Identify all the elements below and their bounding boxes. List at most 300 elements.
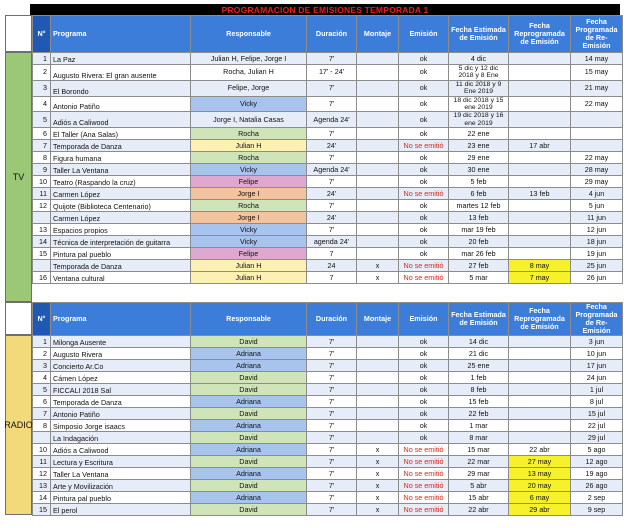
cell-duration[interactable]: 7' xyxy=(307,200,357,212)
cell-montaje[interactable] xyxy=(357,432,399,444)
cell-program[interactable]: Carmen López xyxy=(51,212,191,224)
cell-program[interactable]: Pintura pal pueblo xyxy=(51,248,191,260)
cell-num[interactable]: 13 xyxy=(33,224,51,236)
cell-estimated-date[interactable]: 15 abr xyxy=(449,492,509,504)
cell-program[interactable]: Simposio Jorge isaacs xyxy=(51,420,191,432)
cell-estimated-date[interactable]: 27 feb xyxy=(449,260,509,272)
cell-emission[interactable]: ok xyxy=(399,372,449,384)
cell-duration[interactable]: 7' xyxy=(307,360,357,372)
cell-duration[interactable]: 7' xyxy=(307,468,357,480)
cell-montaje[interactable]: x xyxy=(357,468,399,480)
cell-emission[interactable]: ok xyxy=(399,384,449,396)
cell-num[interactable]: 8 xyxy=(33,152,51,164)
cell-responsible[interactable]: Vicky xyxy=(191,236,307,248)
cell-emission[interactable]: ok xyxy=(399,53,449,65)
cell-estimated-date[interactable]: mar 26 feb xyxy=(449,248,509,260)
cell-emission[interactable]: ok xyxy=(399,176,449,188)
cell-emission[interactable]: ok xyxy=(399,112,449,128)
cell-reemission-date[interactable]: 5 ago xyxy=(571,444,623,456)
cell-estimated-date[interactable]: 8 feb xyxy=(449,384,509,396)
cell-reemission-date[interactable]: 15 jul xyxy=(571,408,623,420)
cell-estimated-date[interactable]: 1 mar xyxy=(449,420,509,432)
cell-estimated-date[interactable]: 8 mar xyxy=(449,432,509,444)
cell-responsible[interactable]: David xyxy=(191,384,307,396)
cell-reemission-date[interactable]: 2 sep xyxy=(571,492,623,504)
cell-montaje[interactable] xyxy=(357,152,399,164)
cell-num[interactable]: 15 xyxy=(33,504,51,516)
cell-emission[interactable]: ok xyxy=(399,432,449,444)
cell-estimated-date[interactable]: 18 dic 2018 y 15 ene 2019 xyxy=(449,96,509,112)
cell-montaje[interactable]: x xyxy=(357,456,399,468)
cell-rescheduled-date[interactable] xyxy=(509,372,571,384)
cell-program[interactable]: Teatro (Raspando la cruz) xyxy=(51,176,191,188)
cell-program[interactable]: Concierto Ar.Co xyxy=(51,360,191,372)
cell-program[interactable]: Quijote (Biblioteca Centenario) xyxy=(51,200,191,212)
cell-rescheduled-date[interactable]: 17 abr xyxy=(509,140,571,152)
cell-duration[interactable]: 7' xyxy=(307,396,357,408)
cell-emission[interactable]: No se emitió xyxy=(399,260,449,272)
cell-num[interactable]: 2 xyxy=(33,65,51,81)
cell-reemission-date[interactable] xyxy=(571,128,623,140)
cell-montaje[interactable] xyxy=(357,248,399,260)
cell-program[interactable]: Adiós a Caliwood xyxy=(51,112,191,128)
cell-rescheduled-date[interactable] xyxy=(509,80,571,96)
cell-responsible[interactable]: David xyxy=(191,336,307,348)
cell-emission[interactable]: ok xyxy=(399,348,449,360)
cell-rescheduled-date[interactable] xyxy=(509,128,571,140)
cell-duration[interactable]: 7' xyxy=(307,80,357,96)
cell-responsible[interactable]: David xyxy=(191,480,307,492)
cell-emission[interactable]: ok xyxy=(399,360,449,372)
cell-emission[interactable]: ok xyxy=(399,80,449,96)
cell-reemission-date[interactable]: 5 jun xyxy=(571,200,623,212)
cell-montaje[interactable] xyxy=(357,53,399,65)
cell-responsible[interactable]: David xyxy=(191,432,307,444)
cell-emission[interactable]: ok xyxy=(399,128,449,140)
cell-estimated-date[interactable]: 25 ene xyxy=(449,360,509,372)
cell-program[interactable]: Ventana cultural xyxy=(51,272,191,284)
cell-responsible[interactable]: Adriana xyxy=(191,420,307,432)
cell-estimated-date[interactable]: 5 mar xyxy=(449,272,509,284)
cell-montaje[interactable] xyxy=(357,236,399,248)
cell-responsible[interactable]: Jorge I xyxy=(191,188,307,200)
cell-duration[interactable]: agenda 24' xyxy=(307,236,357,248)
cell-num[interactable]: 11 xyxy=(33,188,51,200)
cell-estimated-date[interactable]: 15 feb xyxy=(449,396,509,408)
cell-duration[interactable]: 24' xyxy=(307,212,357,224)
cell-responsible[interactable]: Julian H xyxy=(191,140,307,152)
cell-num[interactable]: 12 xyxy=(33,468,51,480)
cell-rescheduled-date[interactable] xyxy=(509,112,571,128)
cell-montaje[interactable]: x xyxy=(357,260,399,272)
cell-estimated-date[interactable]: 22 abr xyxy=(449,504,509,516)
cell-program[interactable]: Lectura y Escritura xyxy=(51,456,191,468)
cell-emission[interactable]: ok xyxy=(399,65,449,81)
cell-reemission-date[interactable] xyxy=(571,140,623,152)
cell-program[interactable]: Pintura pal pueblo xyxy=(51,492,191,504)
cell-montaje[interactable] xyxy=(357,176,399,188)
column-header-program[interactable]: Programa xyxy=(51,303,191,336)
cell-estimated-date[interactable]: 14 dic xyxy=(449,336,509,348)
cell-num[interactable]: 13 xyxy=(33,480,51,492)
cell-program[interactable]: Carmen López xyxy=(51,188,191,200)
cell-reemission-date[interactable]: 18 jun xyxy=(571,236,623,248)
column-header-responsible[interactable]: Responsable xyxy=(191,303,307,336)
cell-program[interactable]: Augusto Rivera: El gran ausente xyxy=(51,65,191,81)
cell-montaje[interactable] xyxy=(357,336,399,348)
cell-emission[interactable]: ok xyxy=(399,420,449,432)
cell-rescheduled-date[interactable]: 29 abr xyxy=(509,504,571,516)
cell-responsible[interactable]: Jorge I xyxy=(191,212,307,224)
cell-responsible[interactable]: Vicky xyxy=(191,96,307,112)
cell-estimated-date[interactable]: 29 mar xyxy=(449,468,509,480)
cell-montaje[interactable] xyxy=(357,96,399,112)
cell-num[interactable] xyxy=(33,260,51,272)
column-header-montaje[interactable]: Montaje xyxy=(357,16,399,53)
cell-rescheduled-date[interactable] xyxy=(509,65,571,81)
cell-responsible[interactable]: David xyxy=(191,408,307,420)
cell-rescheduled-date[interactable] xyxy=(509,360,571,372)
cell-num[interactable]: 14 xyxy=(33,236,51,248)
cell-duration[interactable]: 7' xyxy=(307,348,357,360)
cell-reemission-date[interactable]: 12 jun xyxy=(571,224,623,236)
cell-responsible[interactable]: Jorge I, Natalia Casas xyxy=(191,112,307,128)
cell-reemission-date[interactable]: 8 jul xyxy=(571,396,623,408)
cell-emission[interactable]: No se emitió xyxy=(399,468,449,480)
cell-rescheduled-date[interactable] xyxy=(509,200,571,212)
cell-estimated-date[interactable]: 19 dic 2018 y 16 ene 2019 xyxy=(449,112,509,128)
cell-num[interactable]: 15 xyxy=(33,248,51,260)
cell-emission[interactable]: ok xyxy=(399,236,449,248)
cell-responsible[interactable]: Adriana xyxy=(191,492,307,504)
cell-program[interactable]: Temporada de Danza xyxy=(51,140,191,152)
cell-reemission-date[interactable]: 10 jun xyxy=(571,348,623,360)
cell-responsible[interactable]: Julian H, Felipe, Jorge I xyxy=(191,53,307,65)
cell-emission[interactable]: ok xyxy=(399,164,449,176)
cell-duration[interactable]: 7' xyxy=(307,444,357,456)
cell-responsible[interactable]: Felipe, Jorge xyxy=(191,80,307,96)
cell-emission[interactable]: ok xyxy=(399,408,449,420)
cell-estimated-date[interactable]: 22 feb xyxy=(449,408,509,420)
cell-montaje[interactable] xyxy=(357,65,399,81)
cell-num[interactable]: 7 xyxy=(33,408,51,420)
cell-program[interactable]: Figura humana xyxy=(51,152,191,164)
cell-estimated-date[interactable]: martes 12 feb xyxy=(449,200,509,212)
cell-program[interactable]: Antonio Patiño xyxy=(51,408,191,420)
cell-responsible[interactable]: Rocha xyxy=(191,128,307,140)
cell-montaje[interactable] xyxy=(357,188,399,200)
cell-rescheduled-date[interactable] xyxy=(509,224,571,236)
cell-num[interactable]: 4 xyxy=(33,96,51,112)
cell-montaje[interactable] xyxy=(357,200,399,212)
cell-program[interactable]: Temporada de Danza xyxy=(51,396,191,408)
cell-emission[interactable]: ok xyxy=(399,248,449,260)
cell-program[interactable]: Técnica de interpretación de guitarra xyxy=(51,236,191,248)
cell-num[interactable]: 16 xyxy=(33,272,51,284)
cell-rescheduled-date[interactable] xyxy=(509,396,571,408)
cell-responsible[interactable]: Adriana xyxy=(191,396,307,408)
cell-emission[interactable]: ok xyxy=(399,396,449,408)
cell-program[interactable]: Taller La Ventana xyxy=(51,164,191,176)
cell-responsible[interactable]: Rocha xyxy=(191,152,307,164)
cell-montaje[interactable] xyxy=(357,224,399,236)
cell-program[interactable]: Temporada de Danza xyxy=(51,260,191,272)
cell-montaje[interactable] xyxy=(357,164,399,176)
cell-rescheduled-date[interactable]: 6 may xyxy=(509,492,571,504)
cell-emission[interactable]: ok xyxy=(399,224,449,236)
cell-montaje[interactable]: x xyxy=(357,272,399,284)
cell-reemission-date[interactable]: 26 jun xyxy=(571,272,623,284)
cell-reemission-date[interactable]: 19 ago xyxy=(571,468,623,480)
cell-emission[interactable]: ok xyxy=(399,212,449,224)
cell-program[interactable]: La Paz xyxy=(51,53,191,65)
cell-duration[interactable]: 7' xyxy=(307,152,357,164)
cell-program[interactable]: El Taller (Ana Salas) xyxy=(51,128,191,140)
cell-num[interactable]: 5 xyxy=(33,112,51,128)
cell-program[interactable]: Augusto Rivera xyxy=(51,348,191,360)
cell-reemission-date[interactable]: 26 ago xyxy=(571,480,623,492)
cell-estimated-date[interactable]: 4 dic xyxy=(449,53,509,65)
cell-rescheduled-date[interactable] xyxy=(509,176,571,188)
cell-num[interactable] xyxy=(33,212,51,224)
cell-responsible[interactable]: Adriana xyxy=(191,348,307,360)
cell-reemission-date[interactable]: 9 sep xyxy=(571,504,623,516)
cell-num[interactable]: 3 xyxy=(33,80,51,96)
cell-program[interactable]: Arte y Movilización xyxy=(51,480,191,492)
cell-montaje[interactable] xyxy=(357,396,399,408)
cell-estimated-date[interactable]: 29 ene xyxy=(449,152,509,164)
cell-duration[interactable]: 7 xyxy=(307,272,357,284)
cell-responsible[interactable]: Rocha, Julian H xyxy=(191,65,307,81)
cell-program[interactable]: Taller La Ventana xyxy=(51,468,191,480)
cell-program[interactable]: La Indagación xyxy=(51,432,191,444)
cell-num[interactable]: 7 xyxy=(33,140,51,152)
cell-responsible[interactable]: Vicky xyxy=(191,164,307,176)
cell-montaje[interactable] xyxy=(357,128,399,140)
cell-montaje[interactable] xyxy=(357,112,399,128)
cell-responsible[interactable]: Julian H xyxy=(191,260,307,272)
cell-duration[interactable]: 7' xyxy=(307,224,357,236)
cell-rescheduled-date[interactable] xyxy=(509,432,571,444)
cell-estimated-date[interactable]: 22 mar xyxy=(449,456,509,468)
cell-rescheduled-date[interactable] xyxy=(509,408,571,420)
cell-duration[interactable]: 17' - 24' xyxy=(307,65,357,81)
cell-duration[interactable]: 7' xyxy=(307,176,357,188)
cell-emission[interactable]: No se emitió xyxy=(399,504,449,516)
cell-duration[interactable]: Agenda 24' xyxy=(307,112,357,128)
cell-duration[interactable]: 7' xyxy=(307,53,357,65)
column-header-num[interactable]: N° xyxy=(33,303,51,336)
cell-reemission-date[interactable]: 24 jun xyxy=(571,372,623,384)
cell-duration[interactable]: 7' xyxy=(307,456,357,468)
column-header-rescheduled-date[interactable]: Fecha Reprogramada de Emisión xyxy=(509,303,571,336)
cell-montaje[interactable] xyxy=(357,80,399,96)
cell-rescheduled-date[interactable] xyxy=(509,96,571,112)
cell-num[interactable]: 12 xyxy=(33,200,51,212)
cell-montaje[interactable] xyxy=(357,384,399,396)
cell-emission[interactable]: ok xyxy=(399,336,449,348)
cell-responsible[interactable]: David xyxy=(191,504,307,516)
cell-responsible[interactable]: Adriana xyxy=(191,360,307,372)
cell-rescheduled-date[interactable] xyxy=(509,384,571,396)
cell-duration[interactable]: Agenda 24' xyxy=(307,164,357,176)
cell-duration[interactable]: 7' xyxy=(307,504,357,516)
cell-program[interactable]: Adiós a Caliwood xyxy=(51,444,191,456)
cell-estimated-date[interactable]: 21 dic xyxy=(449,348,509,360)
cell-montaje[interactable]: x xyxy=(357,444,399,456)
column-header-estimated-date[interactable]: Fecha Estimada de Emisión xyxy=(449,16,509,53)
cell-rescheduled-date[interactable] xyxy=(509,164,571,176)
cell-emission[interactable]: No se emitió xyxy=(399,188,449,200)
cell-montaje[interactable] xyxy=(357,140,399,152)
cell-num[interactable]: 8 xyxy=(33,420,51,432)
cell-rescheduled-date[interactable] xyxy=(509,236,571,248)
cell-estimated-date[interactable]: 5 feb xyxy=(449,176,509,188)
cell-reemission-date[interactable]: 4 jun xyxy=(571,188,623,200)
cell-emission[interactable]: No se emitió xyxy=(399,140,449,152)
cell-duration[interactable]: 24 xyxy=(307,260,357,272)
cell-estimated-date[interactable]: 6 feb xyxy=(449,188,509,200)
cell-program[interactable]: El Borondo xyxy=(51,80,191,96)
cell-estimated-date[interactable]: 1 feb xyxy=(449,372,509,384)
cell-duration[interactable]: 7' xyxy=(307,372,357,384)
cell-duration[interactable]: 7' xyxy=(307,96,357,112)
cell-reemission-date[interactable] xyxy=(571,112,623,128)
cell-num[interactable]: 9 xyxy=(33,164,51,176)
cell-estimated-date[interactable]: 15 mar xyxy=(449,444,509,456)
cell-responsible[interactable]: Vicky xyxy=(191,224,307,236)
cell-estimated-date[interactable]: 22 ene xyxy=(449,128,509,140)
cell-estimated-date[interactable]: mar 19 feb xyxy=(449,224,509,236)
column-header-program[interactable]: Programa xyxy=(51,16,191,53)
cell-reemission-date[interactable]: 28 may xyxy=(571,164,623,176)
cell-reemission-date[interactable]: 3 jun xyxy=(571,336,623,348)
cell-reemission-date[interactable]: 17 jun xyxy=(571,360,623,372)
cell-rescheduled-date[interactable] xyxy=(509,53,571,65)
cell-emission[interactable]: No se emitió xyxy=(399,444,449,456)
cell-responsible[interactable]: Rocha xyxy=(191,200,307,212)
cell-reemission-date[interactable]: 11 jun xyxy=(571,212,623,224)
cell-responsible[interactable]: David xyxy=(191,456,307,468)
cell-num[interactable]: 14 xyxy=(33,492,51,504)
column-header-estimated-date[interactable]: Fecha Estimada de Emisión xyxy=(449,303,509,336)
cell-reemission-date[interactable]: 1 jul xyxy=(571,384,623,396)
column-header-rescheduled-date[interactable]: Fecha Reprogramada de Emisión xyxy=(509,16,571,53)
cell-duration[interactable]: 7' xyxy=(307,480,357,492)
cell-reemission-date[interactable]: 22 jul xyxy=(571,420,623,432)
cell-duration[interactable]: 7' xyxy=(307,420,357,432)
cell-reemission-date[interactable]: 29 jul xyxy=(571,432,623,444)
cell-montaje[interactable]: x xyxy=(357,480,399,492)
cell-responsible[interactable]: Adriana xyxy=(191,444,307,456)
cell-program[interactable]: Antonio Patiño xyxy=(51,96,191,112)
cell-rescheduled-date[interactable] xyxy=(509,152,571,164)
cell-num[interactable]: 3 xyxy=(33,360,51,372)
cell-emission[interactable]: No se emitió xyxy=(399,480,449,492)
cell-estimated-date[interactable]: 5 abr xyxy=(449,480,509,492)
cell-rescheduled-date[interactable]: 7 may xyxy=(509,272,571,284)
cell-rescheduled-date[interactable] xyxy=(509,348,571,360)
cell-reemission-date[interactable]: 25 jun xyxy=(571,260,623,272)
cell-reemission-date[interactable]: 22 may xyxy=(571,96,623,112)
cell-num[interactable]: 4 xyxy=(33,372,51,384)
cell-emission[interactable]: No se emitió xyxy=(399,272,449,284)
cell-rescheduled-date[interactable] xyxy=(509,420,571,432)
column-header-montaje[interactable]: Montaje xyxy=(357,303,399,336)
cell-montaje[interactable] xyxy=(357,360,399,372)
column-header-num[interactable]: N° xyxy=(33,16,51,53)
cell-duration[interactable]: 7' xyxy=(307,336,357,348)
cell-duration[interactable]: 7' xyxy=(307,408,357,420)
cell-montaje[interactable] xyxy=(357,420,399,432)
cell-num[interactable]: 11 xyxy=(33,456,51,468)
cell-estimated-date[interactable]: 23 ene xyxy=(449,140,509,152)
column-header-duration[interactable]: Duración xyxy=(307,16,357,53)
cell-reemission-date[interactable]: 14 may xyxy=(571,53,623,65)
cell-responsible[interactable]: Felipe xyxy=(191,176,307,188)
cell-estimated-date[interactable]: 20 feb xyxy=(449,236,509,248)
cell-emission[interactable]: ok xyxy=(399,200,449,212)
cell-rescheduled-date[interactable]: 22 abr xyxy=(509,444,571,456)
column-header-reemission-date[interactable]: Fecha Programada de Re-Emisión xyxy=(571,303,623,336)
cell-montaje[interactable]: x xyxy=(357,492,399,504)
cell-estimated-date[interactable]: 5 dic y 12 dic 2018 y 8 Ene xyxy=(449,65,509,81)
column-header-duration[interactable]: Duración xyxy=(307,303,357,336)
cell-num[interactable]: 1 xyxy=(33,336,51,348)
column-header-emission[interactable]: Emisión xyxy=(399,303,449,336)
cell-num[interactable]: 6 xyxy=(33,128,51,140)
cell-rescheduled-date[interactable]: 27 may xyxy=(509,456,571,468)
cell-responsible[interactable]: Felipe xyxy=(191,248,307,260)
cell-program[interactable]: El perol xyxy=(51,504,191,516)
cell-emission[interactable]: ok xyxy=(399,152,449,164)
cell-emission[interactable]: ok xyxy=(399,96,449,112)
cell-num[interactable]: 2 xyxy=(33,348,51,360)
cell-program[interactable]: Espacios propios xyxy=(51,224,191,236)
cell-montaje[interactable] xyxy=(357,212,399,224)
cell-reemission-date[interactable]: 12 ago xyxy=(571,456,623,468)
cell-duration[interactable]: 7' xyxy=(307,384,357,396)
cell-duration[interactable]: 7' xyxy=(307,492,357,504)
cell-reemission-date[interactable]: 22 may xyxy=(571,152,623,164)
cell-num[interactable]: 6 xyxy=(33,396,51,408)
cell-rescheduled-date[interactable] xyxy=(509,248,571,260)
cell-rescheduled-date[interactable]: 13 feb xyxy=(509,188,571,200)
column-header-responsible[interactable]: Responsable xyxy=(191,16,307,53)
cell-estimated-date[interactable]: 13 feb xyxy=(449,212,509,224)
cell-responsible[interactable]: David xyxy=(191,372,307,384)
cell-reemission-date[interactable]: 21 may xyxy=(571,80,623,96)
cell-reemission-date[interactable]: 29 may xyxy=(571,176,623,188)
cell-program[interactable]: Milonga Ausente xyxy=(51,336,191,348)
cell-reemission-date[interactable]: 19 jun xyxy=(571,248,623,260)
cell-rescheduled-date[interactable]: 8 may xyxy=(509,260,571,272)
cell-num[interactable]: 10 xyxy=(33,444,51,456)
cell-duration[interactable]: 7 xyxy=(307,248,357,260)
cell-emission[interactable]: No se emitió xyxy=(399,456,449,468)
cell-duration[interactable]: 24' xyxy=(307,140,357,152)
column-header-emission[interactable]: Emisión xyxy=(399,16,449,53)
cell-num[interactable]: 5 xyxy=(33,384,51,396)
cell-emission[interactable]: No se emitió xyxy=(399,492,449,504)
cell-montaje[interactable] xyxy=(357,348,399,360)
cell-rescheduled-date[interactable] xyxy=(509,336,571,348)
cell-reemission-date[interactable]: 15 may xyxy=(571,65,623,81)
cell-program[interactable]: Cámen López xyxy=(51,372,191,384)
cell-duration[interactable]: 24' xyxy=(307,188,357,200)
cell-num[interactable] xyxy=(33,432,51,444)
cell-rescheduled-date[interactable] xyxy=(509,212,571,224)
